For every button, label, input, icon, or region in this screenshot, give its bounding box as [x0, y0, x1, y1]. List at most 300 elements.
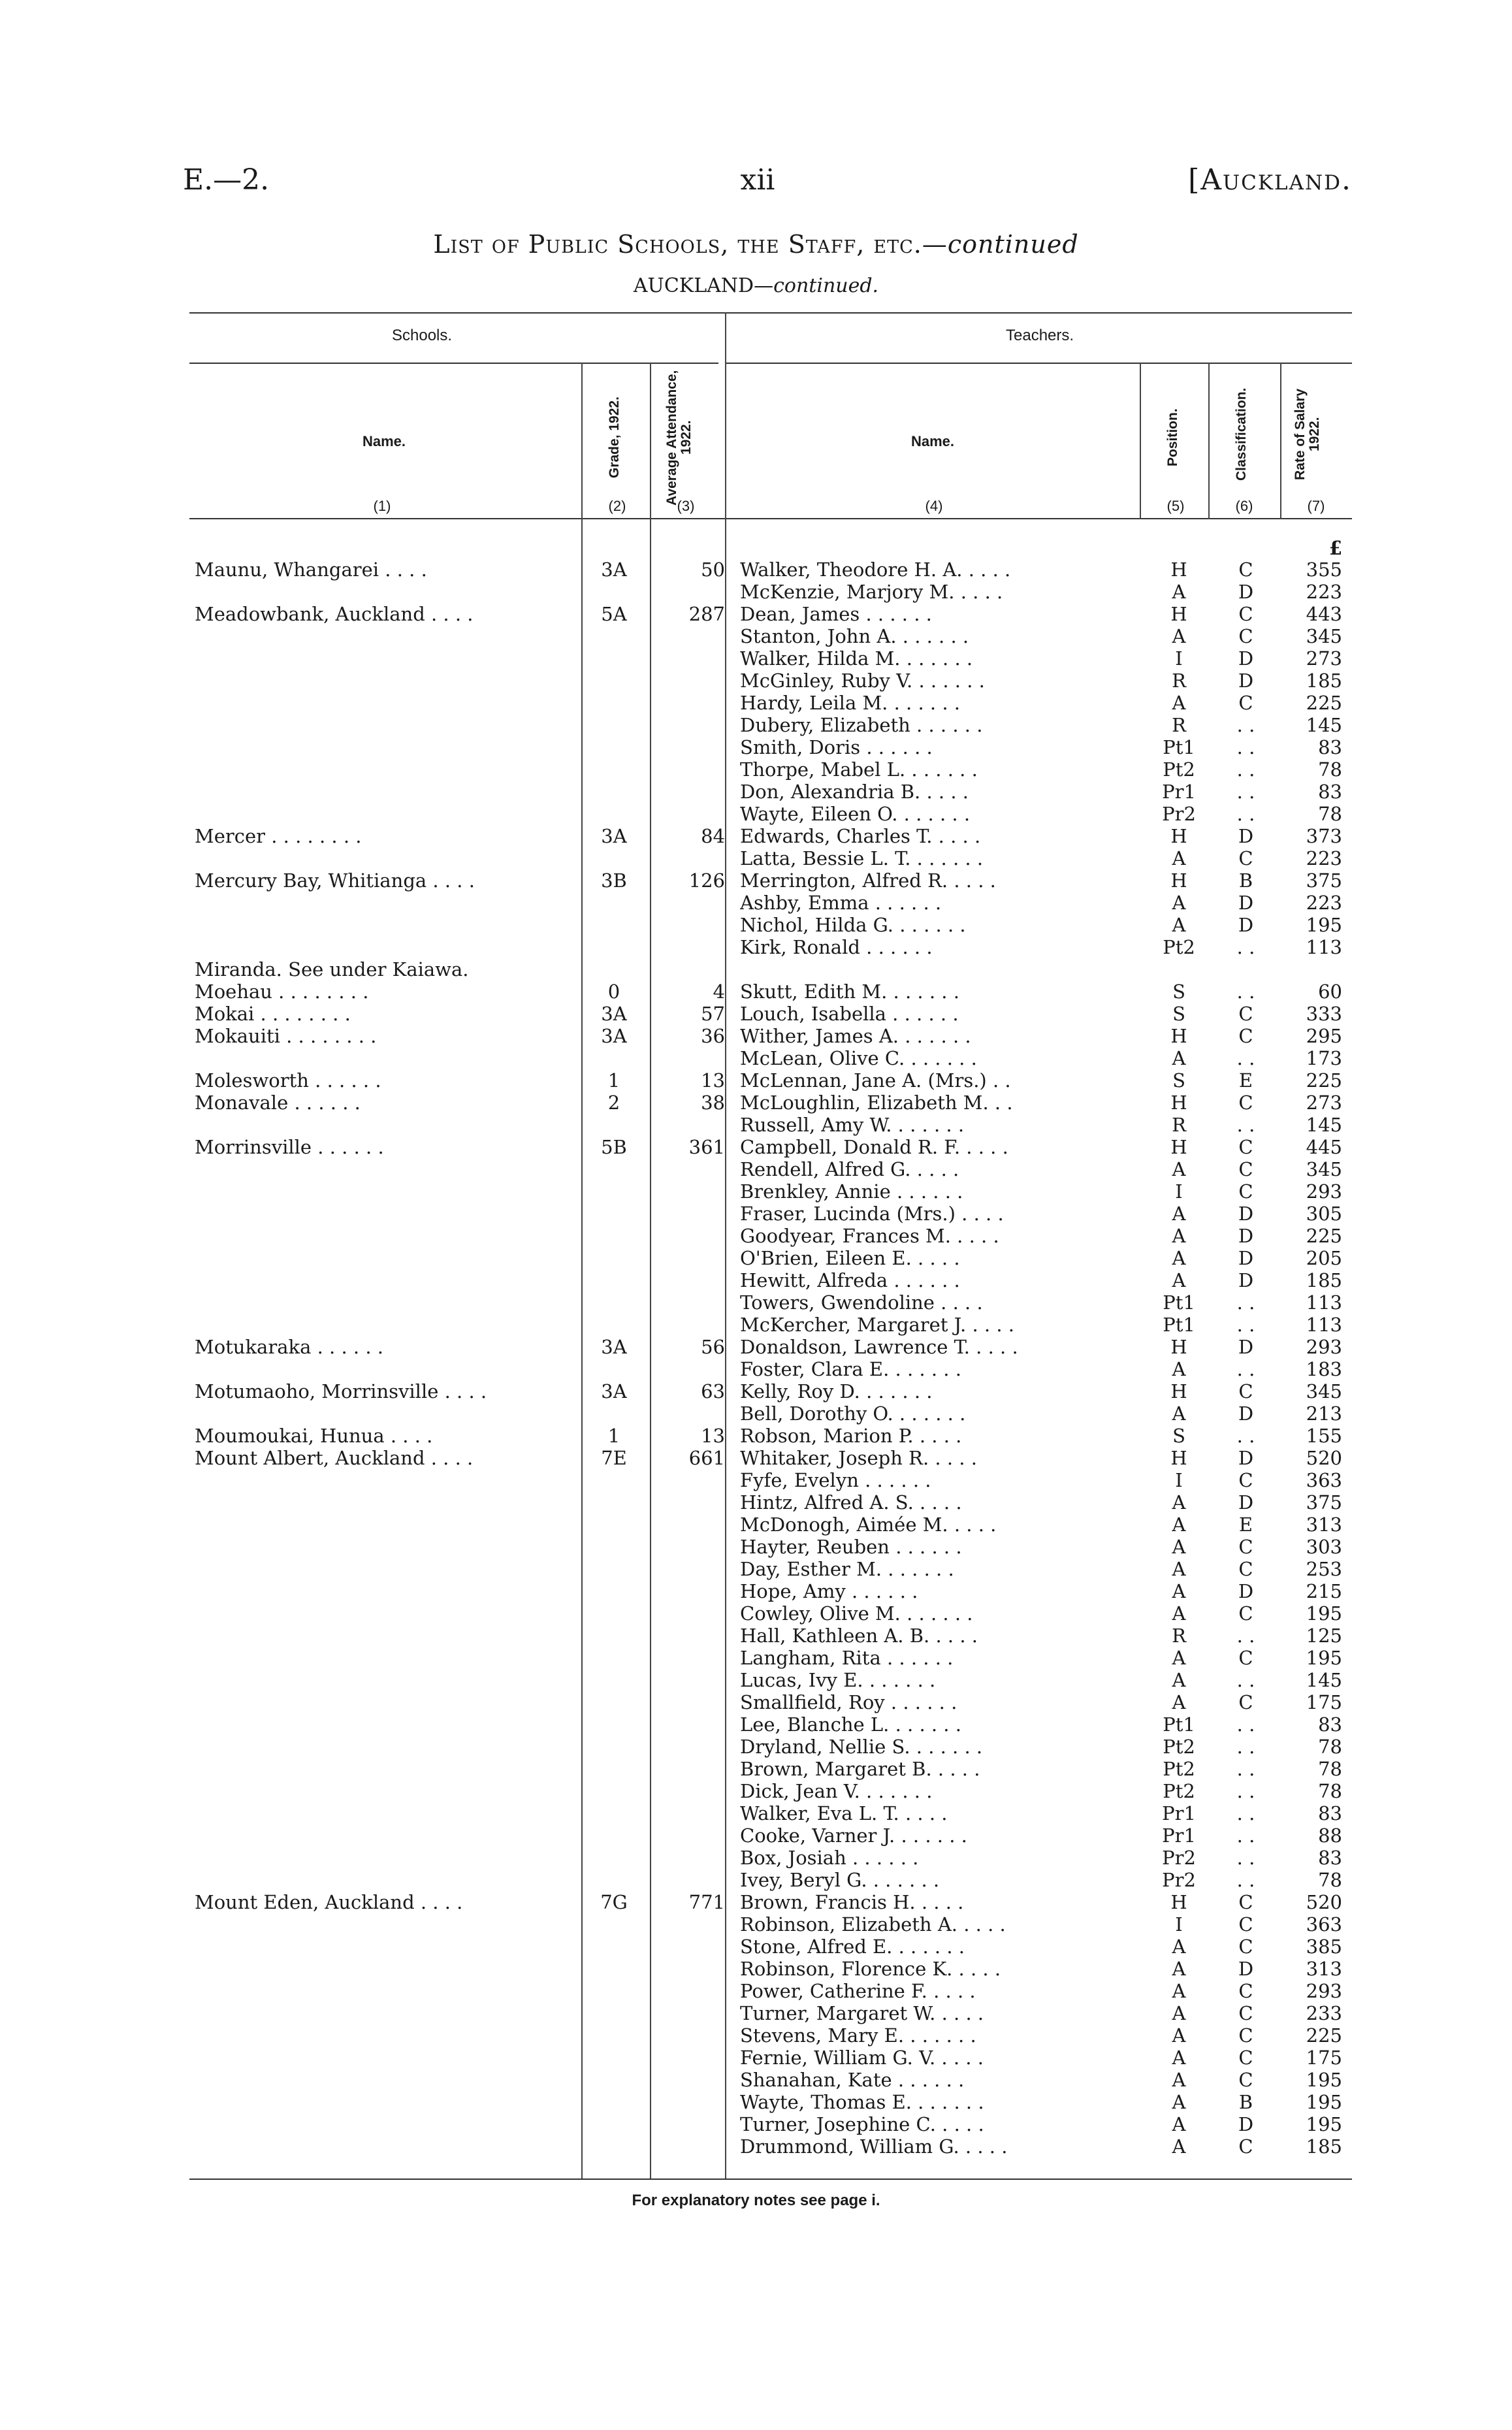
teacher-position: A: [1172, 847, 1186, 869]
table-row: [0, 1114, 1512, 1136]
teacher-name: Lucas, Ivy E. . . . . . .: [740, 1669, 936, 1691]
table-row: [0, 2135, 1512, 2158]
teacher-classification: . .: [1236, 1713, 1255, 1736]
table-row: [0, 1980, 1512, 2002]
table-row: [0, 1092, 1512, 1114]
teacher-classification: . .: [1236, 1802, 1255, 1824]
col-teacher-name: Name.: [911, 433, 955, 449]
teacher-salary: 223: [1306, 847, 1342, 869]
teacher-position: A: [1172, 1047, 1186, 1069]
table-row: [0, 625, 1512, 647]
teacher-position: A: [1172, 1536, 1186, 1558]
teacher-classification: . .: [1236, 1824, 1255, 1847]
teacher-classification: C: [1238, 1025, 1253, 1047]
teacher-classification: B: [1238, 869, 1253, 892]
table-row: [0, 1824, 1512, 1847]
teacher-name: Smith, Doris . . . . . .: [740, 736, 933, 758]
teacher-salary: 233: [1306, 2002, 1342, 2024]
teacher-classification: C: [1238, 1180, 1253, 1203]
teacher-name: Campbell, Donald R. F. . . . .: [740, 1136, 1008, 1158]
teacher-position: A: [1172, 1158, 1186, 1180]
teacher-name: Lee, Blanche L. . . . . . .: [740, 1713, 961, 1736]
school-name: Mercury Bay, Whitianga . . . .: [195, 869, 475, 892]
table-row: [0, 1558, 1512, 1580]
teacher-classification: . .: [1236, 1425, 1255, 1447]
table-row: [0, 1402, 1512, 1425]
teacher-name: Louch, Isabella . . . . . .: [740, 1003, 959, 1025]
table-row: [0, 1625, 1512, 1647]
teacher-classification: . .: [1236, 781, 1255, 803]
col-attendance: Average Attendance, 1922.: [664, 370, 694, 506]
col-number-2: (2): [608, 498, 626, 514]
teacher-position: A: [1172, 1558, 1186, 1580]
school-attendance: 56: [701, 1336, 725, 1358]
teacher-name: Merrington, Alfred R. . . . .: [740, 869, 996, 892]
teacher-salary: 83: [1318, 1713, 1342, 1736]
teacher-classification: C: [1238, 1003, 1253, 1025]
teacher-name: Dryland, Nellie S. . . . . . .: [740, 1736, 983, 1758]
table-row: [0, 1336, 1512, 1358]
teacher-salary: 83: [1318, 781, 1342, 803]
school-name: Maunu, Whangarei . . . .: [195, 559, 427, 581]
school-grade: 3A: [601, 559, 627, 581]
teacher-salary: 60: [1318, 980, 1342, 1003]
teacher-salary: 78: [1318, 1780, 1342, 1802]
teacher-salary: 385: [1306, 1936, 1342, 1958]
teacher-name: Whitaker, Joseph R. . . . .: [740, 1447, 977, 1469]
school-attendance: 84: [701, 825, 725, 847]
teacher-position: H: [1170, 1136, 1187, 1158]
table-row: [0, 758, 1512, 781]
teacher-position: I: [1175, 1913, 1183, 1936]
school-name: Miranda. See under Kaiawa.: [195, 958, 469, 980]
teacher-salary: 520: [1306, 1447, 1342, 1469]
table-row: [0, 670, 1512, 692]
school-attendance: 13: [701, 1425, 725, 1447]
table-row: [0, 1847, 1512, 1869]
teacher-name: Fyfe, Evelyn . . . . . .: [740, 1469, 931, 1491]
teacher-name: Robinson, Florence K. . . . .: [740, 1958, 1001, 1980]
teacher-salary: 195: [1306, 1647, 1342, 1669]
teacher-classification: C: [1238, 2002, 1253, 2024]
teacher-position: H: [1170, 1336, 1187, 1358]
teacher-salary: 78: [1318, 1758, 1342, 1780]
table-row: [0, 936, 1512, 958]
teacher-name: Wither, James A. . . . . . .: [740, 1025, 971, 1047]
teacher-classification: D: [1238, 1447, 1254, 1469]
teacher-position: S: [1172, 1069, 1185, 1092]
table-row: [0, 1425, 1512, 1447]
teacher-salary: 78: [1318, 758, 1342, 781]
teacher-classification: . .: [1236, 1780, 1255, 1802]
title-main: List of Public Schools, the Staff, etc.—: [433, 230, 948, 259]
teacher-name: Russell, Amy W. . . . . . .: [740, 1114, 965, 1136]
school-grade: 2: [607, 1092, 620, 1114]
teacher-position: A: [1172, 1402, 1186, 1425]
teacher-salary: 83: [1318, 736, 1342, 758]
school-name: Mount Eden, Auckland . . . .: [195, 1891, 463, 1913]
teacher-position: I: [1175, 1469, 1183, 1491]
teacher-name: Edwards, Charles T. . . . .: [740, 825, 981, 847]
teacher-classification: . .: [1236, 1669, 1255, 1691]
teacher-salary: 125: [1306, 1625, 1342, 1647]
teacher-classification: C: [1238, 1913, 1253, 1936]
teacher-salary: 215: [1306, 1580, 1342, 1602]
teacher-salary: 375: [1306, 1491, 1342, 1514]
rule-top: [189, 312, 1352, 314]
table-row: [0, 958, 1512, 980]
table-row: [0, 1136, 1512, 1158]
teacher-salary: 293: [1306, 1180, 1342, 1203]
teacher-position: A: [1172, 1958, 1186, 1980]
table-row: [0, 1314, 1512, 1336]
teacher-name: Wayte, Eileen O. . . . . . .: [740, 803, 971, 825]
teacher-position: Pr2: [1162, 803, 1196, 825]
teacher-position: A: [1172, 1203, 1186, 1225]
teacher-salary: 443: [1306, 603, 1342, 625]
teacher-position: A: [1172, 1602, 1186, 1625]
teacher-classification: D: [1238, 581, 1254, 603]
table-row: [0, 1025, 1512, 1047]
school-attendance: 771: [688, 1891, 725, 1913]
table-row: [0, 2113, 1512, 2135]
teacher-salary: 195: [1306, 914, 1342, 936]
teacher-salary: 363: [1306, 1469, 1342, 1491]
teacher-position: Pr1: [1162, 1802, 1196, 1824]
teacher-name: Smallfield, Roy . . . . . .: [740, 1691, 957, 1713]
table-row: [0, 1958, 1512, 1980]
col-divider-position: [1140, 363, 1141, 519]
teacher-salary: 375: [1306, 869, 1342, 892]
teacher-classification: E: [1238, 1069, 1253, 1092]
teacher-classification: C: [1238, 2047, 1253, 2069]
teacher-classification: C: [1238, 559, 1253, 581]
teacher-salary: 363: [1306, 1913, 1342, 1936]
teacher-salary: 225: [1306, 2024, 1342, 2047]
teacher-classification: . .: [1236, 1358, 1255, 1380]
teacher-salary: 355: [1306, 559, 1342, 581]
teacher-salary: 175: [1306, 2047, 1342, 2069]
table-row: [0, 1358, 1512, 1380]
teacher-name: Power, Catherine F. . . . .: [740, 1980, 976, 2002]
table-row: [0, 1069, 1512, 1092]
col-number-7: (7): [1307, 498, 1325, 514]
table-row: [0, 914, 1512, 936]
teacher-salary: 253: [1306, 1558, 1342, 1580]
teacher-position: A: [1172, 1980, 1186, 2002]
teacher-name: Walker, Eva L. T. . . . .: [740, 1802, 948, 1824]
teacher-classification: C: [1238, 2024, 1253, 2047]
table-row: [0, 1869, 1512, 1891]
col-number-3: (3): [677, 498, 695, 514]
table-row: [0, 1713, 1512, 1736]
teacher-classification: C: [1238, 1536, 1253, 1558]
teacher-position: A: [1172, 2113, 1186, 2135]
teacher-salary: 273: [1306, 1092, 1342, 1114]
teacher-salary: 78: [1318, 1736, 1342, 1758]
teacher-position: Pt2: [1163, 1780, 1195, 1802]
page-number: xii: [740, 163, 775, 197]
page-code: E.—2.: [183, 163, 270, 197]
table-row: [0, 2047, 1512, 2069]
teacher-salary: 185: [1306, 1269, 1342, 1291]
teacher-salary: 155: [1306, 1425, 1342, 1447]
teacher-classification: D: [1238, 1958, 1254, 1980]
teacher-name: Robinson, Elizabeth A. . . . .: [740, 1913, 1006, 1936]
school-attendance: 661: [688, 1447, 725, 1469]
teacher-classification: . .: [1236, 980, 1255, 1003]
table-row: [0, 847, 1512, 869]
table-row: [0, 1203, 1512, 1225]
teacher-position: H: [1170, 559, 1187, 581]
table-row: [0, 1891, 1512, 1913]
table-row: [0, 1602, 1512, 1625]
teacher-salary: 185: [1306, 2135, 1342, 2158]
teacher-classification: C: [1238, 1980, 1253, 2002]
teacher-salary: 225: [1306, 1069, 1342, 1092]
teacher-classification: D: [1238, 1402, 1254, 1425]
table-row: [0, 736, 1512, 758]
table-row: [0, 1669, 1512, 1691]
table-body: [0, 559, 1512, 2158]
school-grade: 7E: [601, 1447, 627, 1469]
teacher-classification: D: [1238, 825, 1254, 847]
school-name: Moumoukai, Hunua . . . .: [195, 1425, 433, 1447]
teacher-position: I: [1175, 1180, 1183, 1203]
teacher-position: Pt2: [1163, 1736, 1195, 1758]
teacher-salary: 185: [1306, 670, 1342, 692]
school-grade: 5B: [601, 1136, 627, 1158]
teacher-classification: C: [1238, 1691, 1253, 1713]
footnote: For explanatory notes see page i.: [632, 2192, 880, 2209]
school-name: Meadowbank, Auckland . . . .: [195, 603, 474, 625]
col-divider-salary: [1280, 363, 1281, 519]
teacher-position: R: [1172, 1114, 1186, 1136]
teacher-name: Thorpe, Mabel L. . . . . . .: [740, 758, 978, 781]
teacher-name: Hall, Kathleen A. B. . . . .: [740, 1625, 978, 1647]
teacher-salary: 195: [1306, 2113, 1342, 2135]
teacher-classification: . .: [1236, 1869, 1255, 1891]
teacher-name: Turner, Margaret W. . . . .: [740, 2002, 984, 2024]
school-name: Mercer . . . . . . . .: [195, 825, 362, 847]
teacher-position: Pr2: [1162, 1847, 1196, 1869]
teacher-classification: C: [1238, 603, 1253, 625]
teacher-name: Dick, Jean V. . . . . . .: [740, 1780, 933, 1802]
table-row: [0, 2091, 1512, 2113]
table-row: [0, 603, 1512, 625]
teacher-salary: 293: [1306, 1980, 1342, 2002]
teacher-salary: 145: [1306, 714, 1342, 736]
teacher-salary: 83: [1318, 1847, 1342, 1869]
teacher-name: Drummond, William G. . . . .: [740, 2135, 1008, 2158]
teacher-classification: C: [1238, 1158, 1253, 1180]
teacher-name: McLean, Olive C. . . . . . .: [740, 1047, 977, 1069]
teacher-position: H: [1170, 1447, 1187, 1469]
teacher-position: H: [1170, 1891, 1187, 1913]
teacher-position: A: [1172, 1247, 1186, 1269]
teacher-name: Kelly, Roy D. . . . . . .: [740, 1380, 933, 1402]
teacher-name: Skutt, Edith M. . . . . . .: [740, 980, 959, 1003]
teacher-position: A: [1172, 1691, 1186, 1713]
teacher-position: A: [1172, 1514, 1186, 1536]
school-name: Motumaoho, Morrinsville . . . .: [195, 1380, 487, 1402]
table-row: [0, 1158, 1512, 1180]
school-attendance: 50: [701, 559, 725, 581]
teacher-name: Hayter, Reuben . . . . . .: [740, 1536, 962, 1558]
teacher-classification: D: [1238, 1336, 1254, 1358]
table-row: [0, 1047, 1512, 1069]
teacher-position: A: [1172, 1269, 1186, 1291]
teacher-salary: 113: [1306, 936, 1342, 958]
teacher-name: Stevens, Mary E. . . . . . .: [740, 2024, 976, 2047]
teacher-salary: 223: [1306, 581, 1342, 603]
table-row: [0, 1758, 1512, 1780]
teacher-salary: 225: [1306, 692, 1342, 714]
teacher-salary: 303: [1306, 1536, 1342, 1558]
table-row: [0, 1647, 1512, 1669]
teacher-classification: . .: [1236, 714, 1255, 736]
teacher-classification: D: [1238, 1225, 1254, 1247]
teacher-name: Donaldson, Lawrence T. . . . .: [740, 1336, 1018, 1358]
teacher-salary: 113: [1306, 1314, 1342, 1336]
teacher-classification: D: [1238, 914, 1254, 936]
teacher-name: Dean, James . . . . . .: [740, 603, 932, 625]
teacher-classification: C: [1238, 1469, 1253, 1491]
page-title: [0, 230, 1512, 259]
teacher-salary: 333: [1306, 1003, 1342, 1025]
table-row: [0, 2024, 1512, 2047]
teacher-name: Brenkley, Annie . . . . . .: [740, 1180, 963, 1203]
teacher-name: Foster, Clara E. . . . . . .: [740, 1358, 961, 1380]
teacher-name: Latta, Bessie L. T. . . . . . .: [740, 847, 984, 869]
school-grade: 0: [607, 980, 620, 1003]
teacher-salary: 313: [1306, 1958, 1342, 1980]
teacher-name: Goodyear, Frances M. . . . .: [740, 1225, 999, 1247]
school-name: Molesworth . . . . . .: [195, 1069, 381, 1092]
page-subtitle: [0, 274, 1512, 297]
teacher-classification: C: [1238, 2069, 1253, 2091]
school-name: Mokai . . . . . . . .: [195, 1003, 351, 1025]
teacher-salary: 520: [1306, 1891, 1342, 1913]
teacher-classification: C: [1238, 1602, 1253, 1625]
teacher-name: Day, Esther M. . . . . . .: [740, 1558, 954, 1580]
table-row: [0, 559, 1512, 581]
table-row: [0, 1291, 1512, 1314]
teacher-position: H: [1170, 603, 1187, 625]
teacher-name: Ivey, Beryl G. . . . . . .: [740, 1869, 940, 1891]
teacher-classification: . .: [1236, 1291, 1255, 1314]
table-row: [0, 1380, 1512, 1402]
table-row: [0, 825, 1512, 847]
col-position: Position.: [1165, 408, 1180, 467]
teacher-classification: . .: [1236, 1625, 1255, 1647]
col-number-5: (5): [1166, 498, 1185, 514]
school-name: Mount Albert, Auckland . . . .: [195, 1447, 474, 1469]
teacher-name: McLoughlin, Elizabeth M. . .: [740, 1092, 1013, 1114]
subtitle-continued: continued.: [773, 274, 879, 297]
teacher-position: I: [1175, 647, 1183, 670]
teacher-position: A: [1172, 1669, 1186, 1691]
teacher-position: A: [1172, 2002, 1186, 2024]
teacher-name: Stone, Alfred E. . . . . . .: [740, 1936, 965, 1958]
teacher-classification: D: [1238, 670, 1254, 692]
teacher-position: Pr1: [1162, 781, 1196, 803]
teacher-classification: D: [1238, 647, 1254, 670]
teacher-position: A: [1172, 1491, 1186, 1514]
teacher-salary: 273: [1306, 647, 1342, 670]
col-grade: Grade, 1922.: [607, 397, 622, 479]
school-name: Mokauiti . . . . . . . .: [195, 1025, 377, 1047]
school-grade: 1: [607, 1425, 620, 1447]
teacher-position: R: [1172, 714, 1186, 736]
table-row: [0, 581, 1512, 603]
teacher-position: H: [1170, 825, 1187, 847]
teacher-salary: 88: [1318, 1824, 1342, 1847]
school-name: Morrinsville . . . . . .: [195, 1136, 384, 1158]
teacher-name: Dubery, Elizabeth . . . . . .: [740, 714, 983, 736]
teacher-position: A: [1172, 1580, 1186, 1602]
table-row: [0, 1736, 1512, 1758]
teacher-classification: C: [1238, 1092, 1253, 1114]
teacher-classification: E: [1238, 1514, 1253, 1536]
teacher-classification: . .: [1236, 1047, 1255, 1069]
teacher-name: Cooke, Varner J. . . . . . .: [740, 1824, 967, 1847]
teacher-position: Pt2: [1163, 936, 1195, 958]
teacher-name: O'Brien, Eileen E. . . . .: [740, 1247, 960, 1269]
teacher-position: H: [1170, 869, 1187, 892]
teacher-name: Brown, Margaret B. . . . .: [740, 1758, 980, 1780]
teacher-position: A: [1172, 692, 1186, 714]
teacher-classification: . .: [1236, 1847, 1255, 1869]
col-number-6: (6): [1235, 498, 1253, 514]
teacher-classification: C: [1238, 847, 1253, 869]
table-row: [0, 1691, 1512, 1713]
teacher-salary: 445: [1306, 1136, 1342, 1158]
school-grade: 7G: [600, 1891, 628, 1913]
teacher-salary: 205: [1306, 1247, 1342, 1269]
teacher-position: H: [1170, 1025, 1187, 1047]
teacher-classification: C: [1238, 625, 1253, 647]
teacher-classification: . .: [1236, 803, 1255, 825]
school-grade: 3B: [601, 869, 627, 892]
table-row: [0, 869, 1512, 892]
teacher-position: S: [1172, 1003, 1185, 1025]
table-row: [0, 1247, 1512, 1269]
teacher-name: McKercher, Margaret J. . . . .: [740, 1314, 1014, 1336]
teacher-salary: 195: [1306, 2069, 1342, 2091]
school-attendance: 38: [701, 1092, 725, 1114]
teacher-position: Pr2: [1162, 1869, 1196, 1891]
teacher-classification: . .: [1236, 1114, 1255, 1136]
teacher-name: Fernie, William G. V. . . . .: [740, 2047, 984, 2069]
teacher-position: A: [1172, 581, 1186, 603]
teacher-position: A: [1172, 892, 1186, 914]
school-attendance: 36: [701, 1025, 725, 1047]
teacher-name: Walker, Theodore H. A. . . . .: [740, 559, 1011, 581]
col-divider-classification: [1208, 363, 1210, 519]
teacher-classification: . .: [1236, 1736, 1255, 1758]
table-row: [0, 1514, 1512, 1536]
teacher-salary: 183: [1306, 1358, 1342, 1380]
teacher-name: Wayte, Thomas E. . . . . . .: [740, 2091, 984, 2113]
table-row: [0, 980, 1512, 1003]
school-name: Moehau . . . . . . . .: [195, 980, 369, 1003]
teacher-name: Hewitt, Alfreda . . . . . .: [740, 1269, 960, 1291]
teacher-name: Towers, Gwendoline . . . .: [740, 1291, 983, 1314]
teacher-salary: 83: [1318, 1802, 1342, 1824]
rule-header-bottom: [189, 518, 1352, 519]
teacher-position: H: [1170, 1380, 1187, 1402]
